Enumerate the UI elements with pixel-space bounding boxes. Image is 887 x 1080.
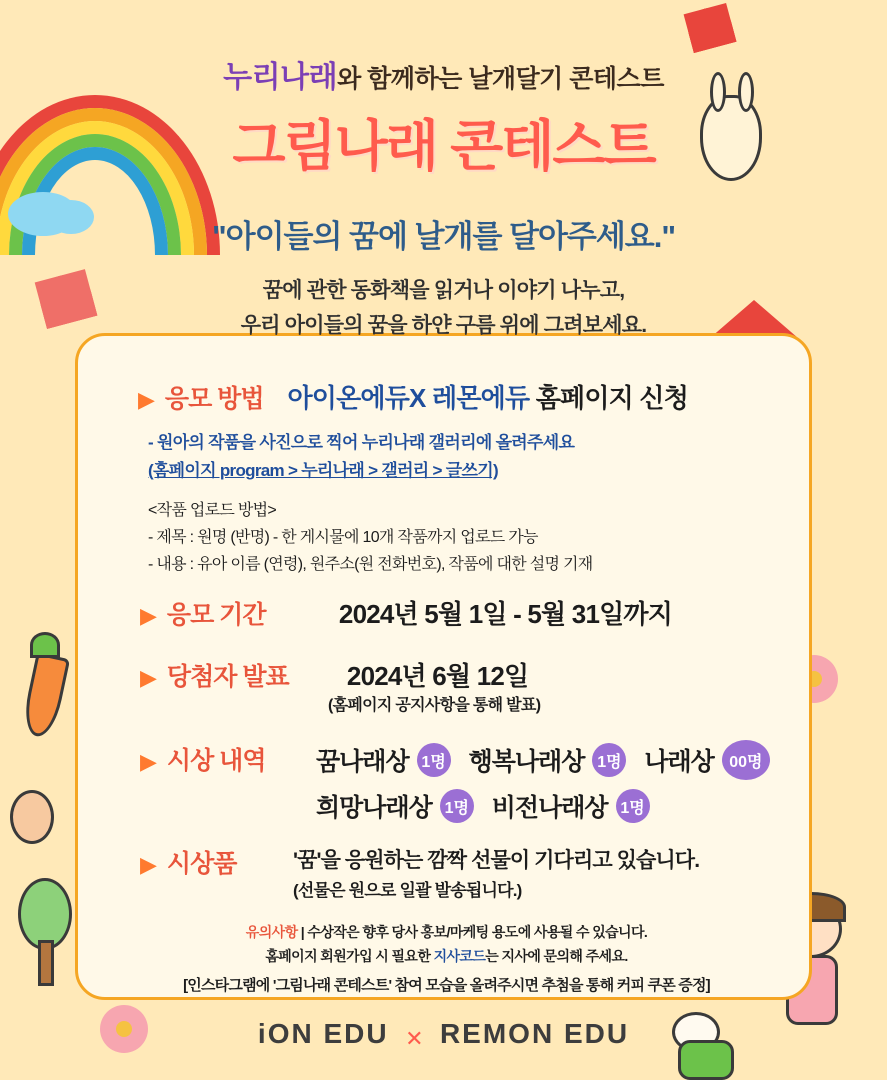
footer-logos xyxy=(0,1018,887,1052)
section-period xyxy=(140,594,672,631)
apply-body-line-1: - 원아의 작품을 사진으로 찍어 누리나래 갤러리에 올려주세요 xyxy=(148,433,575,452)
remon-edu-logo: REMON EDU xyxy=(439,1018,630,1049)
prize-row xyxy=(316,788,788,824)
apply-label: 응모 방법 xyxy=(164,385,264,413)
gift-note: (선물은 원으로 일괄 발송됩니다.) xyxy=(293,881,522,900)
triangle-bullet-icon: ▶ xyxy=(138,387,155,412)
quote-text: "아이들의 꿈에 날개를 달아주세요." xyxy=(211,219,676,254)
notice-line-2-highlight: 지사코드 xyxy=(433,948,486,964)
prize-list xyxy=(316,740,788,832)
gift-text: '꿈'을 응원하는 깜짝 선물이 기다리고 있습니다. xyxy=(293,849,700,872)
prize-name: 비전나래상 xyxy=(491,794,608,822)
section-prizes xyxy=(140,741,317,777)
apply-value xyxy=(287,378,688,415)
announce-note: (홈페이지 공지사항을 통해 발표) xyxy=(328,697,541,714)
prize-count-badge: 00명 xyxy=(722,740,770,780)
prize-count-badge: 1명 xyxy=(592,743,626,777)
prize-row xyxy=(316,740,788,780)
prize-name: 꿈나래상 xyxy=(316,748,409,776)
notice-line-1-rest: | 수상작은 향후 당사 홍보/마케팅 용도에 사용될 수 있습니다. xyxy=(300,924,648,940)
contest-details-card xyxy=(75,333,812,1000)
prize-count-badge: 1명 xyxy=(417,743,451,777)
triangle-bullet-icon: ▶ xyxy=(140,852,157,877)
notice-line-1 xyxy=(78,922,815,942)
carrot-doodle xyxy=(20,652,70,739)
prizes-label: 시상 내역 xyxy=(166,747,266,775)
prize-name: 희망나래상 xyxy=(316,794,432,822)
tree-doodle xyxy=(18,878,72,950)
apply-body-line-3: <작품 업로드 방법> xyxy=(148,502,277,519)
tagline-rest: 와 함께하는 날개달기 콘테스트 xyxy=(337,65,664,93)
apply-body-line-4: - 제목 : 원명 (반명) - 한 게시물에 10개 작품까지 업로드 가능 xyxy=(148,529,538,546)
balloon-left xyxy=(10,790,54,844)
notice-block xyxy=(78,922,815,966)
subtitle-line-2: 우리 아이들의 꿈을 하얀 구름 위에 그려보세요. xyxy=(240,314,647,337)
tagline xyxy=(0,0,887,96)
apply-body-line-5: - 내용 : 유아 이름 (연령), 원주소(원 전화번호), 작품에 대한 설명 기재 xyxy=(148,556,593,573)
ion-edu-logo: iON EDU xyxy=(257,1018,389,1049)
prize-count-badge: 1명 xyxy=(616,789,650,823)
page-title: 그림나래 콘테스트 xyxy=(232,115,655,177)
triangle-bullet-icon: ▶ xyxy=(140,603,157,628)
subtitle-line-1: 꿈에 관한 동화책을 읽거나 이야기 나누고, xyxy=(262,279,625,302)
section-announce xyxy=(140,656,528,693)
carrot-leaf xyxy=(30,632,60,658)
period-value: 2024년 5월 1일 - 5월 31일까지 xyxy=(338,599,673,629)
announce-label: 당첨자 발표 xyxy=(166,663,289,691)
triangle-bullet-icon: ▶ xyxy=(140,665,157,690)
section-apply xyxy=(138,378,688,415)
triangle-bullet-icon: ▶ xyxy=(140,749,157,774)
period-label: 응모 기간 xyxy=(166,601,266,629)
instagram-note: [인스타그램에 '그림나래 콘테스트' 참여 모습을 올려주시면 추첨을 통해 커피 쿠폰 증정] xyxy=(183,977,710,994)
prize-name: 행복나래상 xyxy=(468,748,585,776)
gift-label: 시상품 xyxy=(166,850,237,878)
section-gift xyxy=(140,844,307,880)
apply-body xyxy=(148,428,592,574)
tagline-brand: 누리나래 xyxy=(223,61,338,94)
apply-value-black: 홈페이지 신청 xyxy=(535,383,689,413)
notice-label: 유의사항 xyxy=(245,924,298,940)
apply-body-line-2: (홈페이지 program > 누리나래 > 갤러리 > 글쓰기) xyxy=(148,461,498,480)
prize-name: 나래상 xyxy=(644,748,714,776)
apply-value-blue: 아이온에듀X 레몬에듀 xyxy=(287,383,530,413)
tree-trunk xyxy=(38,940,54,986)
notice-line-2 xyxy=(78,946,815,966)
logo-separator-icon: ✕ xyxy=(405,1025,424,1051)
poster-header xyxy=(0,0,887,339)
announce-value: 2024년 6월 12일 xyxy=(346,661,529,691)
prize-count-badge: 1명 xyxy=(440,789,474,823)
notice-line-2-post: 는 지사에 문의해 주세요. xyxy=(485,948,628,964)
notice-line-2-pre: 홈페이지 회원가입 시 필요한 xyxy=(265,948,434,964)
